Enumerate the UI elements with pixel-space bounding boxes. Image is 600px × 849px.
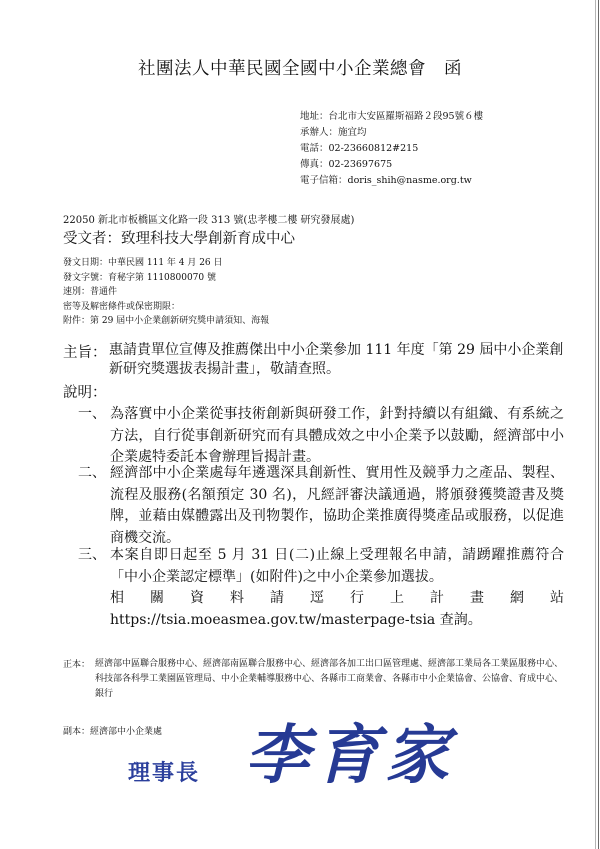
website-link[interactable]: https://tsia.moeasmea.gov.tw/masterpage-tsia 查詢。 xyxy=(110,611,482,628)
explanation-item xyxy=(78,463,564,549)
page-edge xyxy=(598,0,599,849)
fax-number: 傳真：02-23697675 xyxy=(300,159,393,170)
document-meta-block xyxy=(63,256,269,329)
document-number: 發文字號：育秘字第 1110800070 號 xyxy=(63,272,216,283)
recipient-address: 22050 新北市板橋區文化路一段 313 號(忠孝樓二樓 研究發展處) xyxy=(63,215,355,226)
attachment-list: 附件：第 29 屆中小企業創新研究獎申請須知、海報 xyxy=(63,316,270,326)
cc-label: 正本： xyxy=(63,660,91,670)
subject-label: 主旨： xyxy=(63,345,107,361)
security-level: 密等及解密條件或保密期限： xyxy=(63,301,181,312)
email-address: 電子信箱：doris_shih@nasme.org.tw xyxy=(300,175,472,186)
recipient-name: 受文者：致理科技大學創新育成中心 xyxy=(63,231,295,247)
sender-contact-block xyxy=(300,109,483,189)
item-text: 經濟部中小企業處每年遴選深具創新性、實用性及競爭力之產品、製程、流程及服務(名額預定 30 名)，凡經評審決議通過，將頒發獲獎證書及獎牌，並藉由媒體露出及刊物製作，協助企業推廣得獎產品或服務，以促進商機交流。 xyxy=(110,465,564,546)
subject-text: 惠請貴單位宣傳及推薦傑出中小企業參加 111 年度「第 29 屆中小企業創新研究獎選拔表揚計畫」，敬請查照。 xyxy=(109,342,564,377)
item-text: 本案自即日起至 5 月 31 日(二)止線上受理報名申請，請踴躍推薦符合「中小企業認定標準」(如附件)之中小企業參加選拔。 xyxy=(110,547,564,585)
cc-recipients: 經濟部中區聯合服務中心、經濟部南區聯合服務中心、經濟部各加工出口區管理處、經濟部工業局各工業區服務中心、科技部各科學工業園區管理局、中小企業輔導服務中心、各縣市工商業會、各縣市中小企業協會、公協會、育成中心、銀行 xyxy=(95,659,564,699)
phone-number: 電話：02-23660812#215 xyxy=(300,143,419,154)
explanation-item xyxy=(78,545,564,631)
signature-seal: 李育家 xyxy=(245,718,455,793)
copy-recipient: 副本：經濟部中小企業處 xyxy=(63,727,163,737)
signature-title: 理事長 xyxy=(128,760,201,786)
item-number: 三、 xyxy=(78,547,106,563)
item-text-spaced: 相 關 資 料 請 逕 行 上 計 畫 網 站 xyxy=(110,590,564,606)
document-title: 社團法人中華民國全國中小企業總會 函 xyxy=(138,59,462,79)
explanation-item xyxy=(78,404,564,469)
issue-date: 發文日期：中華民國 111 年 4 月 26 日 xyxy=(63,258,223,268)
sender-address: 地址：台北市大安區羅斯福路２段95號６樓 xyxy=(300,111,484,122)
page-edge-shadow xyxy=(595,0,596,849)
explanation-label: 說明： xyxy=(63,385,107,401)
item-text: 為落實中小企業從事技術創新與研發工作，針對持續以有組織、有系統之方法，自行從事創新研究而有具體成效之中小企業予以鼓勵，經濟部中小企業處特委託本會辦理旨揭計畫。 xyxy=(110,406,564,465)
delivery-speed: 速別：普通件 xyxy=(63,287,118,297)
item-number: 二、 xyxy=(78,465,106,481)
item-number: 一、 xyxy=(78,406,106,422)
handler-name: 承辦人：施宜均 xyxy=(300,127,367,138)
